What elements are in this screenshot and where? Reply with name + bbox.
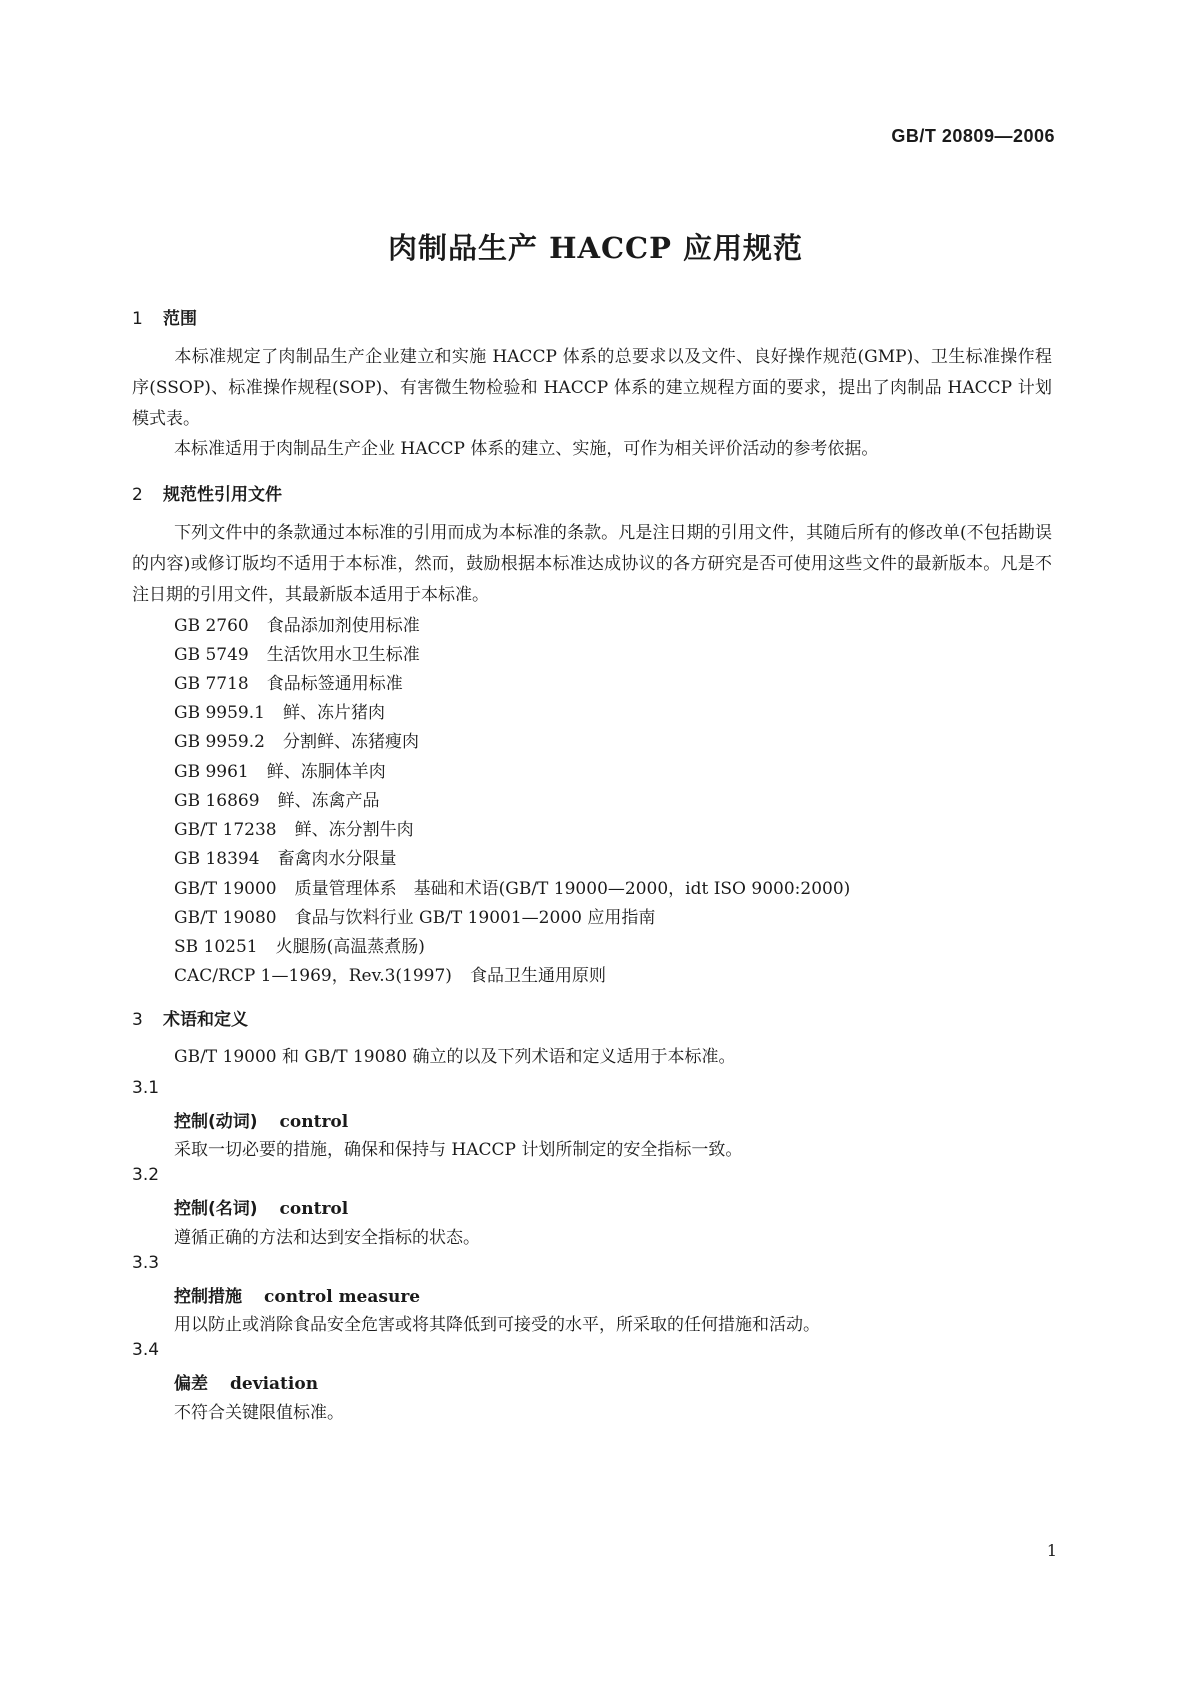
- term-definition: 用以防止或消除食品安全危害或将其降低到可接受的水平，所采取的任何措施和活动。: [174, 1315, 820, 1335]
- reference-item: GB 9959.1 鲜、冻片猪肉: [174, 703, 385, 723]
- section-number: 3: [132, 1010, 143, 1030]
- term-heading: 控制措施 control measure: [174, 1287, 421, 1307]
- reference-item: GB 9959.2 分割鲜、冻猪瘦肉: [174, 732, 419, 752]
- terms-intro-paragraph: GB/T 19000 和 GB/T 19080 确立的以及下列术语和定义适用于本标准。: [174, 1047, 736, 1067]
- clause-number: 3.3: [132, 1253, 160, 1273]
- term-heading: 偏差 deviation: [174, 1374, 319, 1394]
- reference-item: GB/T 17238 鲜、冻分割牛肉: [174, 820, 414, 840]
- term-heading: 控制(名词) control: [174, 1199, 349, 1219]
- clause-number: 3.1: [132, 1078, 160, 1098]
- section-title: 规范性引用文件: [163, 485, 282, 505]
- term-definition: 采取一切必要的措施，确保和保持与 HACCP 计划所制定的安全指标一致。: [174, 1140, 743, 1160]
- standard-number: GB/T 20809—2006: [891, 126, 1055, 146]
- term-definition: 不符合关键限值标准。: [174, 1403, 344, 1423]
- reference-item: SB 10251 火腿肠(高温蒸煮肠): [174, 937, 425, 957]
- term-heading: 控制(动词) control: [174, 1112, 349, 1132]
- reference-item: GB 9961 鲜、冻胴体羊肉: [174, 762, 386, 782]
- scope-paragraph-2: 本标准适用于肉制品生产企业 HACCP 体系的建立、实施，可作为相关评价活动的参考依据。: [174, 439, 879, 459]
- term-definition: 遵循正确的方法和达到安全指标的状态。: [174, 1228, 480, 1248]
- reference-item: GB/T 19080 食品与饮料行业 GB/T 19001—2000 应用指南: [174, 908, 656, 928]
- reference-item: GB/T 19000 质量管理体系 基础和术语(GB/T 19000—2000，idt ISO 9000:2000): [174, 879, 851, 899]
- reference-item: GB 5749 生活饮用水卫生标准: [174, 645, 420, 665]
- scope-paragraph-1: 本标准规定了肉制品生产企业建立和实施 HACCP 体系的总要求以及文件、良好操作规范(GMP)、卫生标准操作程序(SSOP)、标准操作规程(SOP)、有害微生物检验和 HACCP 体系的建立规程方面的要求，提出了肉制品 HACCP 计划模式表。: [132, 347, 1052, 429]
- section-title: 术语和定义: [163, 1010, 248, 1030]
- document-title: 肉制品生产 HACCP 应用规范: [387, 231, 804, 265]
- reference-item: CAC/RCP 1—1969，Rev.3(1997) 食品卫生通用原则: [174, 966, 606, 986]
- section-heading-scope: [132, 304, 197, 329]
- section-heading-normative-references: [132, 480, 282, 505]
- section-heading-terms-definitions: [132, 1005, 248, 1030]
- references-intro-paragraph: 下列文件中的条款通过本标准的引用而成为本标准的条款。凡是注日期的引用文件，其随后所有的修改单(不包括勘误的内容)或修订版均不适用于本标准，然而，鼓励根据本标准达成协议的各方研究是否可使用这些文件的最新版本。凡是不注日期的引用文件，其最新版本适用于本标准。: [132, 523, 1052, 605]
- section-number: 1: [132, 309, 143, 329]
- section-number: 2: [132, 485, 143, 505]
- section-title: 范围: [163, 309, 197, 329]
- reference-item: GB 2760 食品添加剂使用标准: [174, 616, 420, 636]
- reference-item: GB 7718 食品标签通用标准: [174, 674, 403, 694]
- page-number: 1: [1046, 1541, 1057, 1560]
- clause-number: 3.2: [132, 1165, 160, 1185]
- clause-number: 3.4: [132, 1340, 160, 1360]
- reference-item: GB 16869 鲜、冻禽产品: [174, 791, 380, 811]
- reference-item: GB 18394 畜禽肉水分限量: [174, 849, 397, 869]
